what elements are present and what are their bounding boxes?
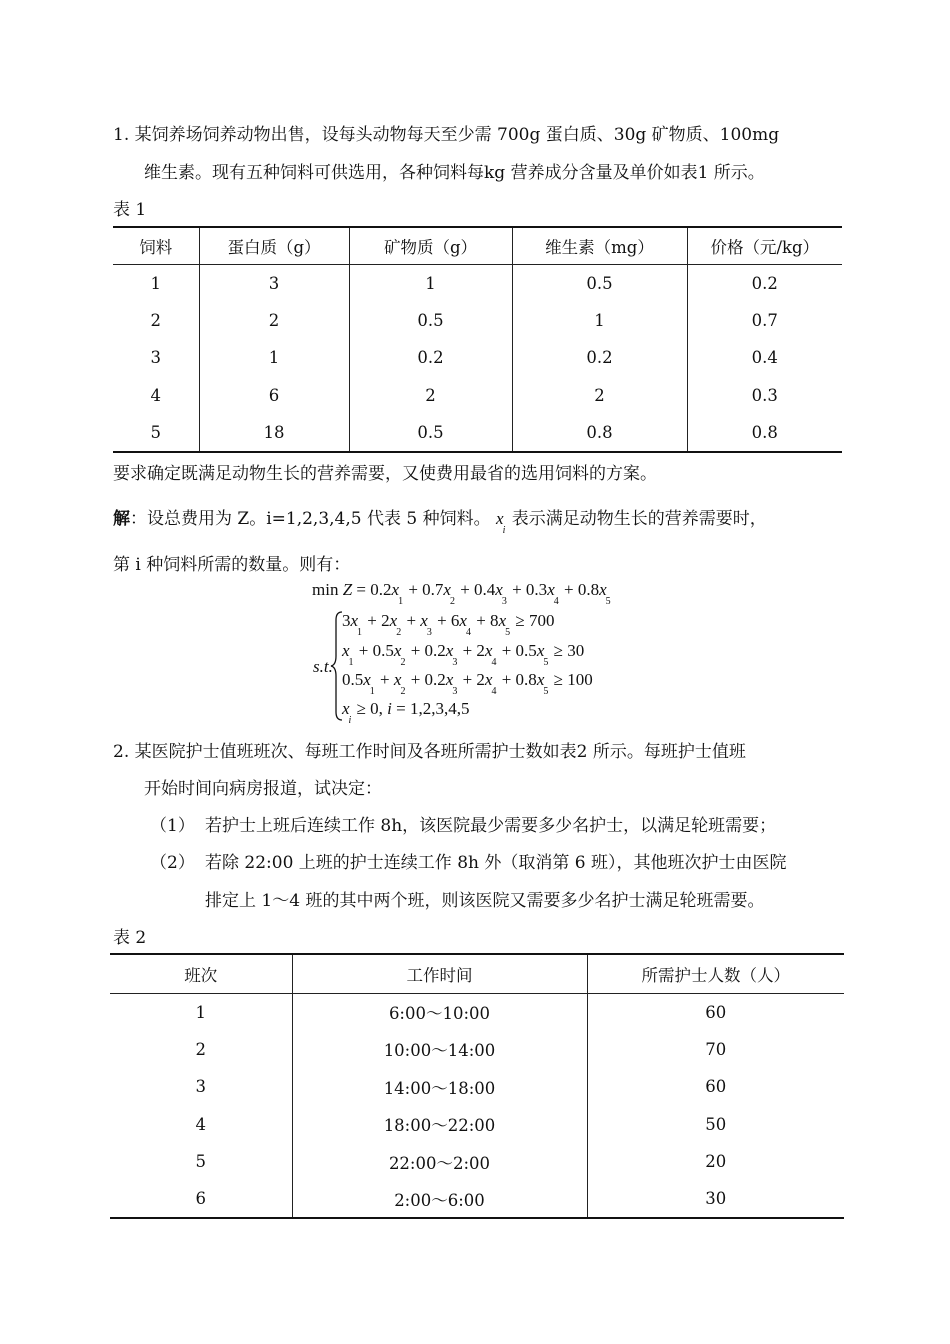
table-row: [110, 1106, 844, 1144]
question2-number: （2）: [150, 853, 195, 873]
solution-label: 解: [113, 509, 130, 529]
solution-line2: 第 i 种饲料所需的数量。则有：: [113, 555, 351, 575]
feed-table-cell: 0.3: [751, 385, 778, 405]
feed-table-cell: 0.8: [751, 422, 778, 442]
shift-table-cell: 30: [705, 1189, 727, 1209]
problem1-line1: 1. 某饲养场饲养动物出售，设每头动物每天至少需 700g 蛋白质、30g 矿物质、100mg: [113, 125, 780, 145]
problem1-line2: 维生素。现有五种饲料可供选用，各种饲料每kg 营养成分含量及单价如表1 所示。: [144, 163, 765, 183]
table2-caption: 表 2: [113, 928, 147, 948]
col-header-protein: 蛋白质（g）: [199, 227, 349, 264]
feed-nutrition-table: [113, 226, 842, 453]
constraint-protein: $3x_1 + 2x_2 + x_3 + 6x_4 + 8x_5 \ge 700$: [342, 611, 555, 638]
table-row: [113, 339, 842, 377]
problem1-requirement: 要求确定既满足动物生长的营养需要，又使费用最省的选用饲料的方案。: [113, 464, 657, 484]
feed-table-cell: 0.2: [349, 339, 512, 377]
shift-table-cell: 60: [705, 1077, 727, 1097]
shift-table-cell: 18:00～22:00: [292, 1106, 587, 1144]
solution-variable: $x_i$: [496, 509, 506, 536]
col-header-vitamin: 维生素（mg）: [512, 227, 687, 264]
feed-table-cell: 0.5: [349, 414, 512, 452]
feed-table-cell: 2: [512, 377, 687, 415]
shift-table-cell: 2: [110, 1031, 292, 1069]
problem2-line1: 2. 某医院护士值班班次、每班工作时间及各班所需护士数如表2 所示。每班护士值班: [113, 742, 746, 762]
constraint-nonnegativity: $x_i \ge 0$, i = 1,2,3,4,5: [342, 699, 470, 726]
table-row: [110, 1068, 844, 1106]
feed-table-cell: 3: [113, 339, 199, 377]
col-header-nurses-required: 所需护士人数（人）: [587, 954, 844, 993]
solution-line1: [113, 504, 767, 536]
feed-table-cell: 1: [349, 264, 512, 302]
table-row: [110, 1031, 844, 1069]
shift-table-cell: 2:00～6:00: [292, 1181, 587, 1219]
feed-table-cell: 1: [113, 264, 199, 302]
shift-table-cell: 50: [705, 1114, 727, 1134]
feed-table-cell: 0.4: [751, 348, 778, 368]
shift-table-cell: 14:00～18:00: [292, 1068, 587, 1106]
problem2-line2: 开始时间向病房报道，试决定：: [144, 779, 382, 799]
feed-table-cell: 1: [199, 339, 349, 377]
table-header-row: [113, 227, 842, 264]
nurse-shift-table: [110, 953, 844, 1219]
feed-table-cell: 3: [199, 264, 349, 302]
constraint-mineral: $x_1 + 0.5x_2 + 0.2x_3 + 2x_4 + 0.5x_5 \ge 30$: [342, 641, 585, 668]
col-header-feed: 饲料: [113, 227, 199, 264]
shift-table-cell: 10:00～14:00: [292, 1031, 587, 1069]
col-header-shift: 班次: [110, 954, 292, 993]
col-header-work-time: 工作时间: [292, 954, 587, 993]
table-row: [113, 302, 842, 340]
table-row: [110, 1181, 844, 1219]
objective-function: $\min Z = 0.2x_1 + 0.7x_2 + 0.4x_3 + 0.3x_4 + 0.8x_5$: [312, 580, 611, 607]
question1-number: （1）: [150, 816, 195, 836]
shift-table-cell: 20: [705, 1152, 727, 1172]
feed-table-cell: 6: [199, 377, 349, 415]
table-header-row: [110, 954, 844, 993]
table1-caption: 表 1: [113, 200, 147, 220]
feed-table-cell: 4: [113, 377, 199, 415]
shift-table-cell: 5: [110, 1143, 292, 1181]
feed-table-cell: 0.5: [349, 302, 512, 340]
feed-table-cell: 0.8: [512, 414, 687, 452]
shift-table-cell: 6: [110, 1181, 292, 1219]
question2-continuation: 排定上 1～4 班的其中两个班，则该医院又需要多少名护士满足轮班需要。: [205, 891, 765, 911]
table-row: [113, 414, 842, 452]
col-header-mineral: 矿物质（g）: [349, 227, 512, 264]
feed-table-cell: 1: [512, 302, 687, 340]
shift-table-cell: 3: [110, 1068, 292, 1106]
feed-table-cell: 0.2: [512, 339, 687, 377]
table-row: [113, 377, 842, 415]
constraint-vitamin: $0.5x_1 + x_2 + 0.2x_3 + 2x_4 + 0.8x_5 \ge 100$: [342, 670, 593, 697]
shift-table-cell: 1: [110, 993, 292, 1031]
question1-text: 若护士上班后连续工作 8h，该医院最少需要多少名护士，以满足轮班需要；: [205, 816, 777, 836]
feed-table-cell: 18: [199, 414, 349, 452]
solution-text-a: ：设总费用为 Z。i=1,2,3,4,5 代表 5 种饲料。: [130, 509, 491, 529]
feed-table-cell: 2: [199, 302, 349, 340]
feed-table-cell: 0.5: [512, 264, 687, 302]
solution-text-b: 表示满足动物生长的营养需要时，: [511, 509, 767, 529]
table-row: [110, 993, 844, 1031]
st-label: s.t.: [313, 657, 333, 676]
feed-table-cell: 2: [113, 302, 199, 340]
shift-table-cell: 60: [705, 1002, 727, 1022]
table-row: [110, 1143, 844, 1181]
feed-table-cell: 2: [349, 377, 512, 415]
shift-table-cell: 6:00～10:00: [292, 993, 587, 1031]
shift-table-cell: 4: [110, 1106, 292, 1144]
col-header-price: 价格（元/kg）: [687, 227, 842, 264]
feed-table-cell: 0.2: [751, 273, 778, 293]
question2-text: 若除 22:00 上班的护士连续工作 8h 外（取消第 6 班），其他班次护士由医院: [205, 853, 787, 873]
feed-table-cell: 0.7: [751, 310, 778, 330]
feed-table-cell: 5: [113, 414, 199, 452]
shift-table-cell: 70: [705, 1039, 727, 1059]
shift-table-cell: 22:00～2:00: [292, 1143, 587, 1181]
table-row: [113, 264, 842, 302]
